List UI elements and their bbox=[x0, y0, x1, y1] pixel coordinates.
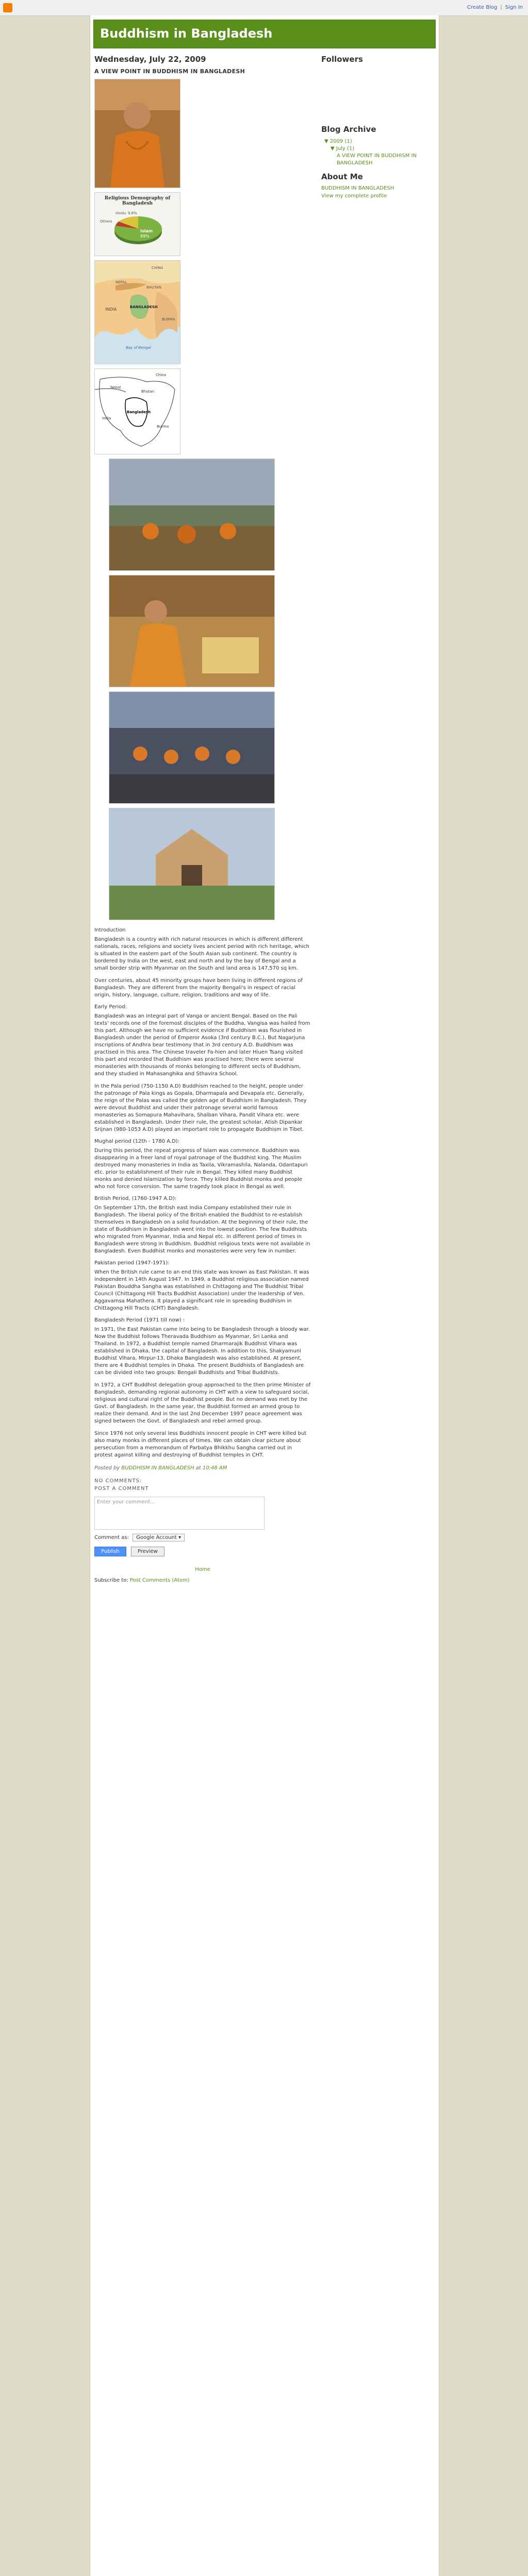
map2-label-nepal: Nepal bbox=[110, 385, 121, 389]
posted-by-label: Posted by bbox=[94, 1465, 120, 1471]
paragraph-pakistan-1: When the British rule came to an end this state was known as East Pakistan. It was independent in 14th August 1947. In 1949, a Buddhist religious association named Pakistan Bouddha Sangha was established in Chittagong and The Buddhist Tribal Council (Chittagong Hill Tracts Buddhist Association) under the leadership of Ven. Aggavamsa Mahathera. It played a significant role in spreading Buddhism in Chittagong Hill Tracts (CHT) Bangladesh. bbox=[94, 1269, 309, 1311]
main-column bbox=[94, 55, 311, 1583]
blog-archive-list bbox=[321, 138, 433, 167]
section-heading-british-period: British Period, (1760-1947 A.D): bbox=[94, 1196, 177, 1201]
blogger-logo-icon[interactable] bbox=[3, 3, 12, 12]
followers-heading: Followers bbox=[321, 55, 363, 64]
view-profile-link[interactable]: View my complete profile bbox=[321, 193, 387, 199]
photo-monk-seated bbox=[109, 575, 274, 687]
archive-post-link[interactable]: A VIEW POINT IN BUDDHISM IN BANGLADESH bbox=[337, 153, 417, 166]
map2-label-china: China bbox=[156, 373, 166, 377]
paragraph-bangladesh-1: In 1971, the East Pakistan came into being to be Bangladesh through a bloody war. Now the Buddhist follows Theravada Buddhism as Myanmar, Sri Lanka and Thailand. In 1972, a Buddhist temple named Dharmarajik Buddhist Vihara was established in Dhaka, the capital of Bangladesh. In addition to this, Shakyamuni Buddhist Vihara, Mirpur-13, Dhaka Bangladesh was also established. At present, there are 4 Buddhist temples in Dhaka. The present Buddhists of Bangladesh are can be divided into two groups: Bengali Buddhists and Tribal Buddhists. bbox=[94, 1327, 310, 1376]
create-blog-link[interactable]: Create Blog bbox=[467, 5, 498, 10]
map-label-bay-of-bengal: Bay of Bengal bbox=[126, 346, 151, 350]
section-heading-pakistan-period: Pakistan period (1947-1971): bbox=[94, 1260, 170, 1266]
comment-as-select[interactable] bbox=[133, 1534, 185, 1541]
comment-textarea[interactable]: Enter your comment... bbox=[94, 1497, 265, 1530]
section-heading-early-period: Early Period: bbox=[94, 1004, 127, 1010]
map2-label-india: India bbox=[102, 416, 111, 420]
pie-label-others: Others bbox=[100, 219, 112, 224]
map2-label-bangladesh: Bangladesh bbox=[127, 410, 151, 414]
posted-at-label: at bbox=[195, 1465, 201, 1471]
home-link[interactable]: Home bbox=[195, 1567, 210, 1572]
section-heading-mughal-period: Mughal period (12th - 1780 A.D): bbox=[94, 1139, 180, 1144]
paragraph-mughal-1: During this period, the repeat progress of Islam was commence. Buddhism was disappearing in a freer land of royal patronage of the Buddhist king. The Muslim destroyed many monasteries in India as Taxila, Vikramashila, Nalanda, Odantapuri etc. prior to establishment of their rule in Bengal. They killed many Buddhist monks and denied Islamization by force. They killed Buddhist monks and people who not force conversion. The same tragedy took place in Bengal as well. bbox=[94, 1148, 308, 1190]
map-label-bangladesh: BANGLADESH bbox=[130, 305, 158, 309]
map-label-burma: BURMA bbox=[162, 317, 175, 321]
pie-label-hindu: Hindu bbox=[116, 211, 126, 215]
monk-portrait-illustration bbox=[95, 79, 180, 188]
map-label-china: CHINA bbox=[152, 266, 163, 270]
photo-temple-exterior bbox=[109, 808, 274, 920]
post-image-temple-exterior[interactable] bbox=[109, 808, 275, 920]
blog-title[interactable]: Buddhism in Bangladesh bbox=[100, 26, 273, 41]
post-footer bbox=[94, 1465, 311, 1471]
comment-as-label: Comment as: bbox=[94, 1535, 129, 1540]
publish-button[interactable]: Publish bbox=[94, 1547, 126, 1556]
paragraph-bangladesh-2: In 1972, a CHT Buddhist delegation group approached to the then prime Minister of Bangladesh, demanding regional autonomy in CHT with a view to safeguard social, religious and cultural right of the Buddhist people. But no demand was met by the Govt. of Bangladesh. In the same year, the Buddhist formed an armed group to realize their demand. And in the last 2nd December 1997 peace agreement was signed between the Govt. of Bangladesh and rebel armed group. bbox=[94, 1382, 311, 1424]
chevron-down-icon: ▾ bbox=[178, 1535, 182, 1540]
author-link[interactable]: BUDDHISM IN BANGLADESH bbox=[121, 1465, 194, 1471]
about-me-name-link[interactable]: BUDDHISM IN BANGLADESH bbox=[321, 185, 394, 191]
religious-demography-chart[interactable] bbox=[94, 192, 180, 256]
subscribe-line bbox=[94, 1578, 311, 1583]
preview-button[interactable]: Preview bbox=[131, 1547, 164, 1556]
blog-archive-heading: Blog Archive bbox=[321, 125, 376, 134]
bangladesh-region-map[interactable] bbox=[94, 260, 180, 364]
pie-chart-title: Religious Demography of Bangladesh bbox=[104, 196, 171, 206]
no-comments-heading: NO COMMENTS: bbox=[94, 1478, 142, 1484]
pie-value-islam: 89% bbox=[140, 234, 150, 239]
post-image-monks-gathering[interactable] bbox=[109, 459, 275, 571]
map-label-bhutan: BHUTAN bbox=[146, 285, 161, 290]
blogger-navbar bbox=[0, 0, 528, 16]
navbar-links: Create Blog | Sign In bbox=[467, 5, 523, 10]
photo-monks-procession bbox=[109, 692, 274, 803]
photo-monks-gathering bbox=[109, 459, 274, 570]
sign-in-link[interactable]: Sign In bbox=[505, 5, 523, 10]
pie-label-islam: Islam bbox=[140, 229, 153, 233]
subscribe-atom-link[interactable]: Post Comments (Atom) bbox=[129, 1578, 190, 1583]
sidebar bbox=[321, 55, 433, 199]
bangladesh-outline-map[interactable] bbox=[94, 368, 180, 454]
blog-header bbox=[93, 20, 436, 48]
paragraph-early-2: In the Pala period (750-1150 A.D) Buddhism reached to the height, people under the patronage of Pala kings as Gopala, Dharmapala and Devapala etc. Generally, the reign of the Palas was called the golden age of Buddhism in Bangladesh. They were devout Buddhist and under their patronage several world famous monasteries as Somapura Mahavihara, Shalban Vihara, Pandit Vihara etc. were established in Bangladesh. Under their rule, the greatest scholar, Atish Dipankar Srijnan (980-1053 A.D) played an important role to propagate Buddhism in Tibet. bbox=[94, 1083, 307, 1132]
post-image-monk-seated[interactable] bbox=[109, 575, 275, 687]
blog-container bbox=[90, 15, 439, 2576]
post-date: Wednesday, July 22, 2009 bbox=[94, 55, 206, 64]
section-heading-introduction: Introduction bbox=[94, 927, 126, 933]
paragraph-british-1: On September 17th, the British east India Company established their rule in Bangladesh. The liberal policy of the British enabled the Buddhist to re-establish themselves in Bangladesh on a solid foundation. At the beginning of their rule, the state of Buddhism in Bangladesh went into the lowest position. The few Buddhists who migrated from Myanmar, India and Nepal etc. in different period of times in Bangladesh were strong in Buddhism. Buddhist religious texts were not available in Bangladesh. Even Buddhist monks and monasteries were very few in number. bbox=[94, 1205, 310, 1254]
comment-as-row bbox=[94, 1534, 311, 1541]
followers-widget bbox=[321, 68, 433, 125]
archive-month-july[interactable]: ▼ July (1) bbox=[331, 146, 355, 151]
map-label-nepal: NEPAL bbox=[116, 280, 127, 284]
post-title: A VIEW POINT IN BUDDHISM IN BANGLADESH bbox=[94, 68, 245, 75]
paragraph-bangladesh-3: Since 1976 not only several less Buddhists innocent people in CHT were killed but also many monks in different places of times. We can obtain clear picture about persecution from a memorandum of Parbatya Bhikkhu Sangha carried out in protest against killing and destroying of Buddhist temples in CHT. bbox=[94, 1431, 307, 1458]
map-label-india: INDIA bbox=[105, 307, 117, 312]
post-image-monk-portrait[interactable] bbox=[94, 79, 180, 188]
map2-label-burma: Burma bbox=[157, 425, 169, 429]
post-comment-heading: POST A COMMENT bbox=[94, 1486, 149, 1492]
archive-year-2009[interactable]: ▼ 2009 (1) bbox=[324, 139, 352, 144]
paragraph-intro-2: Over centuries, about 45 minority groups have been living in different regions of Bangladesh. They are different from the majority Bengali's in respect of racial origin, history, language, culture, religion, traditions and way of life. bbox=[94, 978, 303, 998]
section-heading-bangladesh-period: Bangladesh Period (1971 till now) : bbox=[94, 1317, 185, 1323]
post-image-monks-procession[interactable] bbox=[109, 691, 275, 804]
post-body bbox=[94, 927, 311, 1459]
map2-label-bhutan: Bhutan bbox=[141, 389, 155, 394]
subscribe-label: Subscribe to: bbox=[94, 1578, 128, 1583]
post-time-link[interactable]: 10:48 AM bbox=[202, 1465, 227, 1471]
about-me-heading: About Me bbox=[321, 172, 363, 181]
comment-as-value: Google Account bbox=[136, 1535, 177, 1540]
pie-value-hindu: 9.6% bbox=[128, 211, 137, 215]
paragraph-intro-1: Bangladesh is a country with rich natural resources in which is different different nationals, races, religions and society lives ancient period with rich heritage, which is situated in the eastern part of the South Asian sub continent. The country is bordered by India on the west, east and north and by the bay of Bengal and a small border strip with Myanmar on the South and land area is 147,570 sq km. bbox=[94, 937, 309, 971]
paragraph-early-1: Bangladesh was an integral part of Vanga or ancient Bengal. Based on the Pali texts' records one of the foremost disciples of the Buddha, Vangisa was hailed from this part. Although we have no sufficient evidence if Buddhism was flourished in Bangladesh under the period of Emperor Asoka (3rd century B.C.), But Nagarjuna inscriptions of Andhra bear testimony that in 3rd century A.D. Buddhism was practised in this area. The Chinese traveler Fa-hien and later Hiuen Tsang visited this part and recorded that Buddhism was practised here; there were several monasteries with thousands of monks belonging to different sects of Buddhism, and they studied in Mahasanghika and Sthavira School. bbox=[94, 1013, 310, 1077]
